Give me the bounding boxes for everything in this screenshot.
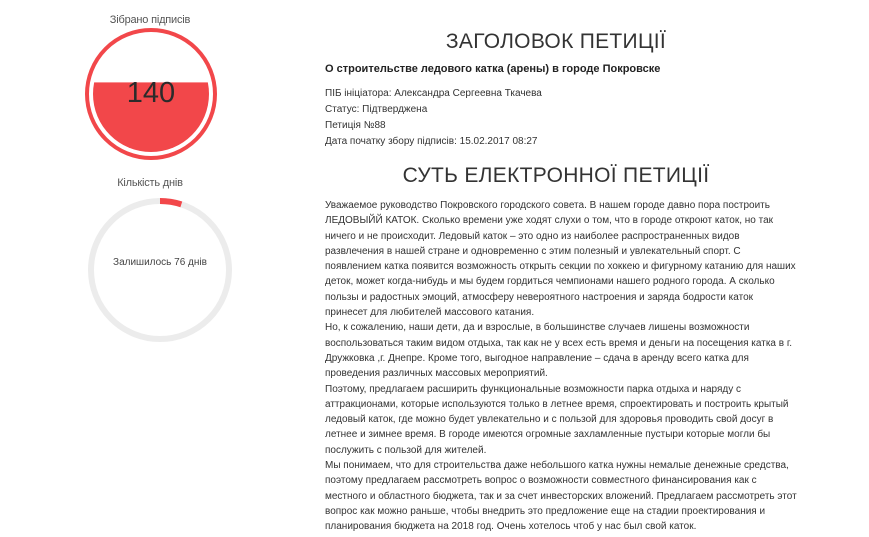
signatures-count: 140 xyxy=(126,77,176,109)
sidebar xyxy=(0,0,300,537)
petition-name: О строительстве ледового катка (арены) в городе Покровске xyxy=(325,63,661,75)
page-title: ЗАГОЛОВОК ПЕТИЦІЇ xyxy=(445,30,667,53)
petition-body xyxy=(325,198,797,535)
start-date: Дата початку збору підписів: 15.02.2017 08:27 xyxy=(325,136,538,147)
essence-title: СУТЬ ЕЛЕКТРОННОЇ ПЕТИЦІЇ xyxy=(402,164,710,187)
days-gauge-graphic xyxy=(86,196,234,344)
days-label: Кількість днів xyxy=(117,177,183,189)
days-ring-track xyxy=(91,201,229,339)
initiator-info: ПІБ ініціатора: Александра Сергеевна Ткачева xyxy=(325,88,542,99)
days-gauge xyxy=(86,196,234,344)
signatures-gauge xyxy=(84,27,218,161)
days-left-text: Залишилось 76 днів xyxy=(113,257,207,268)
signatures-label: Зібрано підписів xyxy=(109,14,191,26)
body-paragraph: Уважаемое руководство Покровского городского совета. В нашем городе давно пора построить ЛЕДОВЫЙЙ КАТОК. Сколько времени уже ходят слухи о том, что в городе откроют каток, но так ничего и не происходит. Ледовый каток – это одно из наиболее распространенных видов развлечения в нашей стране и одновременно с этим полезный и увлекательный спорт. С появлением катка появится возможность открыть секции по хоккею и фигурному катанию для наших деток, может когда-нибудь и мы будем гордиться чемпионами нашего родного города. А сколько пользы и радостных эмоций, атмосферу невероятного настроения и заряда бодрости каток принесет для любителей массового катания. xyxy=(325,200,796,319)
body-paragraph: Но, к сожалению, наши дети, да и взрослые, в большинстве случаев лишены возможности воспользоваться таким видом отдыха, так как не у всех есть время и деньги на посещения катка в г. Дружковка ,г. Днепре. Кроме того, выгодное направление – сдача в аренду всего катка для проведения различных массовых мероприятий. xyxy=(325,322,793,380)
body-paragraph: Мы понимаем, что для строительства даже небольшого катка нужны немалые денежные средства, поэтому предлагаем рассмотреть вопрос о возможности совместного финансирования как с местного и областного бюджета, так и за счет инвесторских вложений. Предлагаем рассмотреть этот вопрос как можно раньше, чтобы внедрить это предложение еще на стадии проектирования и планирования бюджета на 2018 год. Очень хотелось чтоб у нас был свой каток. xyxy=(325,460,797,533)
status-info: Статус: Підтверджена xyxy=(325,104,428,115)
petition-number: Петиція №88 xyxy=(325,120,386,131)
petition-main xyxy=(300,0,869,537)
body-paragraph: Поэтому, предлагаем расширить функциональные возможности парка отдыха и наряду с аттракционами, которые используются только в летнее время, спроектировать и построить крытый ледовый каток, где можно будет увлекательно и с пользой для здоровья проводить свой досуг в летнее и зимнее время. В городе имеются огромные захламленные пустыри которые могли бы послужить с пользой для жителей. xyxy=(325,383,789,456)
